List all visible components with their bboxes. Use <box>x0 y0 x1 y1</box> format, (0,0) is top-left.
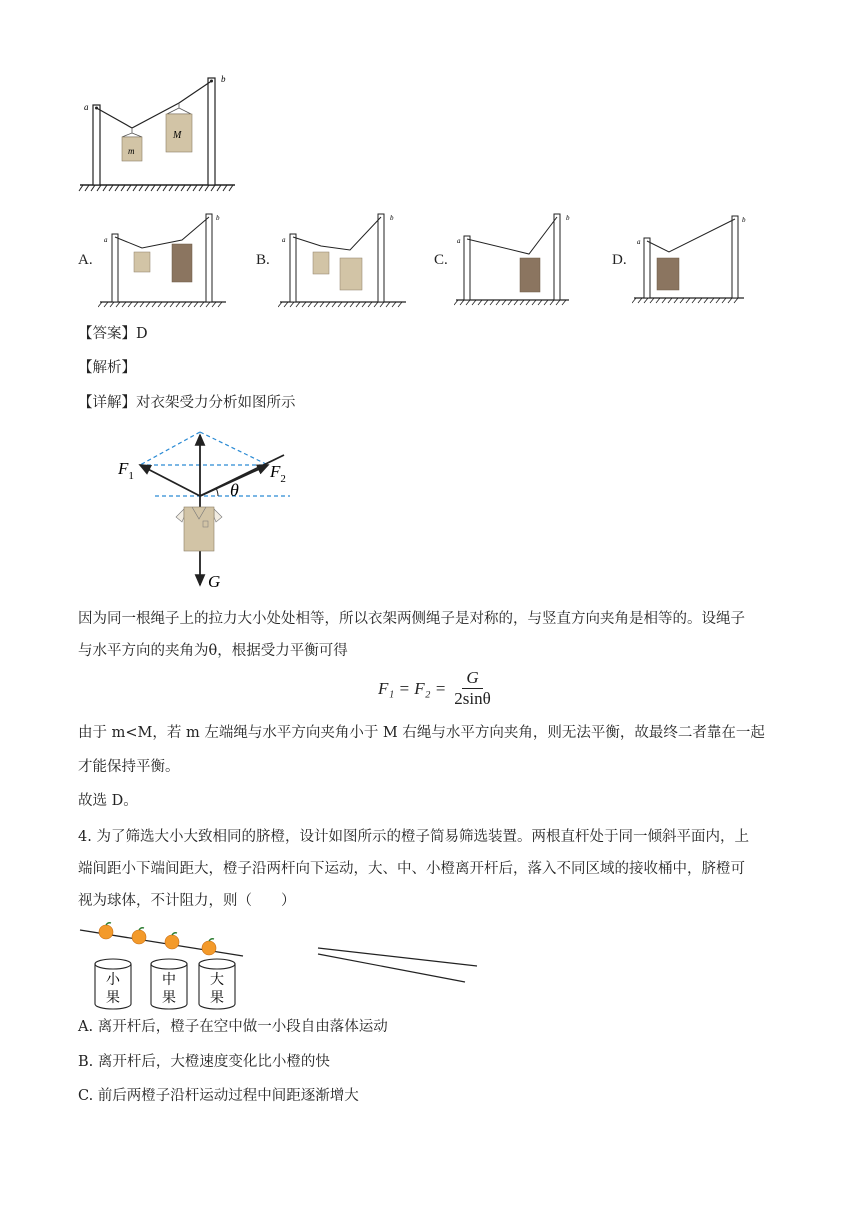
question4-stem-2: 端间距小下端间距大，橙子沿两杆向下运动，大、中、小橙离开杆后，落入不同区域的接收桶中，脐橙可 <box>78 861 745 877</box>
bucket-small-2: 果 <box>106 991 120 1006</box>
hanger-main-figure <box>75 70 245 195</box>
answer-line: 【答案】D <box>78 326 148 342</box>
f2-label: $F_2$ <box>270 462 286 485</box>
detail-line: 【详解】对衣架受力分析如图所示 <box>78 395 296 411</box>
explanation-line-3: 由于 m<M，若 m 左端绳与水平方向夹角小于 M 右绳与水平方向夹角，则无法平衡，故最终二者靠在一起 <box>78 725 765 741</box>
svg-text:a: a <box>637 238 641 246</box>
bucket-small-1: 小 <box>106 973 120 988</box>
question4-option-b: B. 离开杆后，大橙速度变化比小橙的快 <box>78 1054 330 1070</box>
bucket-medium-1: 中 <box>162 973 176 988</box>
option-b-label: B. <box>256 252 270 268</box>
bucket-medium-2: 果 <box>162 991 176 1006</box>
formula-lhs: F₁ = F₂ = <box>378 678 447 698</box>
equilibrium-formula <box>378 668 493 709</box>
option-b-figure <box>278 210 408 310</box>
option-c-label: C. <box>434 252 448 268</box>
force-diagram-clothes <box>184 507 214 551</box>
mass-m-label: m <box>128 146 135 156</box>
formula-denominator: 2sinθ <box>454 689 491 708</box>
option-c-figure <box>454 210 584 310</box>
option-a-label: A. <box>78 252 93 268</box>
explanation-line-1: 因为同一根绳子上的拉力大小处处相等，所以衣架两侧绳子是对称的，与竖直方向夹角是相等的。设绳子 <box>78 611 745 627</box>
svg-text:b: b <box>390 214 394 222</box>
explanation-line-5: 故选 D。 <box>78 793 138 809</box>
option-d-label: D. <box>612 252 627 268</box>
svg-text:b: b <box>742 216 746 224</box>
pole-b-label: b <box>221 74 226 84</box>
option-a-figure <box>98 210 228 310</box>
svg-text:a: a <box>104 236 108 244</box>
oranges <box>99 923 216 955</box>
option-d-figure <box>632 210 762 310</box>
theta-label: θ <box>230 480 239 500</box>
mass-M-label: M <box>173 130 182 141</box>
analysis-label: 【解析】 <box>78 360 136 376</box>
svg-text:b: b <box>566 214 570 222</box>
question4-stem-1: 4. 为了筛选大小大致相同的脐橙，设计如图所示的橙子简易筛选装置。两根直杆处于同一倾斜平面内，上 <box>78 829 749 845</box>
explanation-line-2: 与水平方向的夹角为θ，根据受力平衡可得 <box>78 643 348 659</box>
bucket-large-2: 果 <box>210 991 224 1006</box>
question4-option-a: A. 离开杆后，橙子在空中做一小段自由落体运动 <box>78 1019 388 1035</box>
formula-numerator: G <box>462 668 482 689</box>
question4-option-c: C. 前后两橙子沿杆运动过程中间距逐渐增大 <box>78 1088 359 1104</box>
question4-stem-3: 视为球体，不计阻力，则（ ） <box>78 893 296 909</box>
svg-text:a: a <box>457 237 461 245</box>
g-label: G <box>208 572 221 591</box>
force-diagram <box>110 425 310 595</box>
svg-text:a: a <box>282 236 286 244</box>
svg-text:b: b <box>216 214 220 222</box>
explanation-line-4: 才能保持平衡。 <box>78 759 180 775</box>
pole-a-label: a <box>84 102 89 112</box>
bucket-large-1: 大 <box>210 973 224 988</box>
f1-label: $F_1$ <box>118 459 134 482</box>
orange-sorter-figure <box>75 918 485 1018</box>
